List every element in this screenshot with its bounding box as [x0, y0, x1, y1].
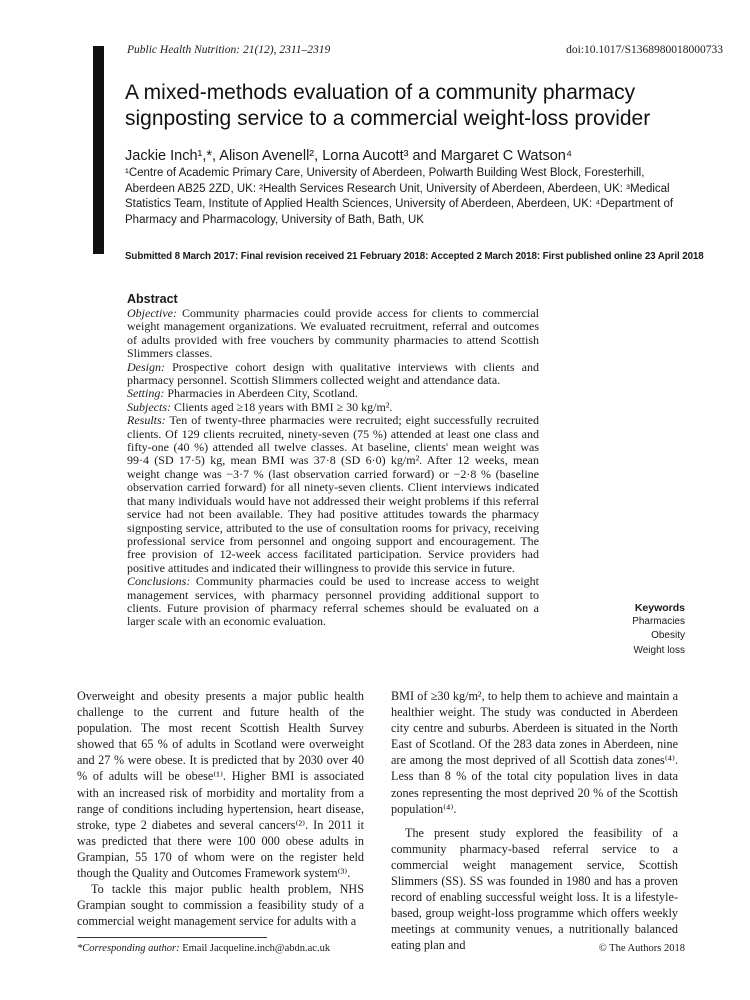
corresponding-author: *Corresponding author: Email Jacqueline.inch@abdn.ac.uk — [77, 943, 331, 954]
copyright: © The Authors 2018 — [598, 943, 685, 954]
keyword-item: Pharmacies — [632, 616, 685, 628]
abstract-heading: Abstract — [127, 292, 178, 306]
abstract-conclusions: Conclusions: Community pharmacies could be used to increase access to weight management services, with pharmacy personnel providing additional support to clients. Future provision of pharmacy referral schemes should be evaluated on a larger scale with an economic evaluation. — [127, 574, 539, 629]
abstract-setting: Setting: Pharmacies in Aberdeen City, Scotland. — [127, 386, 358, 401]
keywords-heading: Keywords — [634, 602, 685, 614]
journal-citation: Public Health Nutrition: 21(12), 2311–2319 — [127, 44, 331, 56]
doi: doi:10.1017/S1368980018000733 — [566, 44, 723, 56]
abstract-results: Results: Ten of twenty-three pharmacies were recruited; eight successfully recruited clients. Of 129 clients recruited, ninety-seven (75 %) attended at least one class and fifty-one (40 %) attended all twelve classes. At baseline, clients' mean weight was 99·4 (SD 17·5) kg, mean BMI was 37·8 (SD 6·0) kg/m². After 12 weeks, mean weight change was −3·7 % (last observation carried forward) or −2·8 % (baseline observation carried forward) for all ninety-seven clients. Client interviews indicated that many individuals would have not addressed their weight problems if this referral service had not been available. They had positive attitudes towards the pharmacy signposting service, attributed to the use of consultation rooms for privacy, receiving professional service from personnel and ongoing support and encouragement. The free provision of 12-week access facilitated participation. Service providers had positive attitudes and indicated their willingness to provide this service in future. — [127, 413, 539, 575]
article-title: A mixed-methods evaluation of a community pharmacy signposting service to a commercial weight-loss provider — [125, 81, 651, 130]
abstract-subjects: Subjects: Clients aged ≥18 years with BMI ≥ 30 kg/m². — [127, 399, 393, 414]
abstract-design: Design: Prospective cohort design with qualitative interviews with clients and pharmacy personnel. Scottish Slimmers collected weight and attendance data. — [127, 359, 539, 388]
body-paragraph: Overweight and obesity presents a major public health challenge to the current and future health of the population. The most recent Scottish Health Survey showed that 65 % of adults in Scotland were overweight and 27 % were obese. It is predicted that by 2030 over 40 % of adults will be obese⁽¹⁾. Higher BMI is associated with an increased risk of morbidity and mortality from a range of conditions including hypertension, heart disease, stroke, type 2 diabetes and several cancers⁽²⁾. In 2011 it was predicted that there were 100 000 obese adults in Grampian, 55 170 of whom were on the register held though the Quality and Outcomes Framework system⁽³⁾. — [77, 689, 364, 881]
author-list: Jackie Inch¹,*, Alison Avenell², Lorna Aucott³ and Margaret C Watson⁴ — [125, 148, 573, 164]
abstract-objective: Objective: Community pharmacies could provide access for clients to commercial weight management organizations. We evaluated recruitment, referral and outcomes of adults provided with free vouchers by community pharmacies to attend Scottish Slimmers classes. — [127, 306, 539, 361]
affiliations: ¹Centre of Academic Primary Care, University of Aberdeen, Polwarth Building West Block, Foresterhill, Aberdeen AB25 2ZD, UK: ²Health Services Research Unit, University of Aberdeen, Aberdeen, UK: ³Medical Statistics Team, Institute of Applied Health Sciences, University of Aberdeen, Aberdeen, UK: ⁴Department of Pharmacy and Pharmacology, University of Bath, Bath, UK — [125, 167, 674, 226]
body-paragraph: To tackle this major public health problem, NHS Grampian sought to commission a feasibility study of a commercial weight management service for adults with a — [77, 882, 364, 929]
footnote-rule — [77, 937, 267, 938]
abstract — [127, 292, 539, 629]
keyword-item: Weight loss — [633, 644, 685, 656]
keywords — [632, 601, 685, 658]
submission-dates: Submitted 8 March 2017: Final revision received 21 February 2018: Accepted 2 March 2018: First published online 23 April 2018 — [125, 251, 704, 262]
header-side-bar — [93, 46, 104, 254]
body-column-left — [77, 688, 364, 929]
body-column-right — [391, 688, 678, 954]
body-paragraph: BMI of ≥30 kg/m², to help them to achieve and maintain a healthier weight. The study was conducted in Aberdeen city centre and suburbs. Aberdeen is situated in the North East of Scotland. Of the 283 data zones in Aberdeen, nine are among the most deprived of all Scottish data zones⁽⁴⁾. Less than 8 % of the total city population lives in data zones representing the most deprived 20 % of the Scottish population⁽⁴⁾. — [391, 689, 678, 816]
body-paragraph: The present study explored the feasibility of a community pharmacy-based referral service to a commercial weight management service, Scottish Slimmers (SS). SS was founded in 1980 and has a proven record of enabling successful weight loss. It is a lifestyle-based, group weight-loss programme which offers weekly meetings at community venues, a nutritionally balanced eating plan and — [391, 825, 678, 953]
keyword-item: Obesity — [651, 630, 685, 642]
